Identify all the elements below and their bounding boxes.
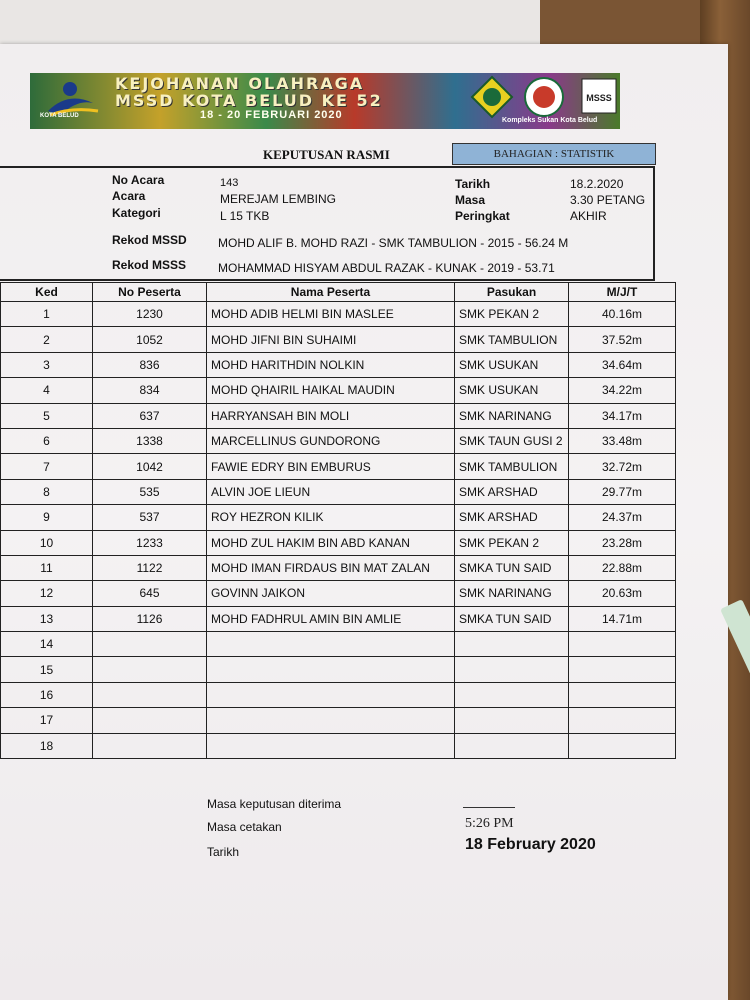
received-time-line	[463, 807, 515, 808]
rekod-mssd-label: Rekod MSSD	[112, 233, 187, 247]
rank-cell: 12	[1, 581, 93, 606]
date-value: 18 February 2020	[465, 836, 596, 853]
participant-no-cell: 1052	[93, 327, 207, 352]
rank-cell: 7	[1, 454, 93, 479]
participant-name-cell	[207, 657, 455, 682]
rank-cell: 9	[1, 505, 93, 530]
result-cell: 22.88m	[569, 555, 676, 580]
result-cell: 23.28m	[569, 530, 676, 555]
participant-no-cell: 1126	[93, 606, 207, 631]
table-row	[1, 708, 676, 733]
participant-no-cell	[93, 657, 207, 682]
participant-no-cell: 1042	[93, 454, 207, 479]
rank-cell: 4	[1, 378, 93, 403]
table-row	[1, 403, 676, 428]
participant-no-cell	[93, 733, 207, 758]
print-time-value: 5:26 PM	[465, 816, 514, 831]
table-row	[1, 682, 676, 707]
acara-label: Acara	[112, 189, 146, 203]
result-cell: 34.17m	[569, 403, 676, 428]
rank-cell: 15	[1, 657, 93, 682]
participant-no-cell	[93, 708, 207, 733]
acara-value: MEREJAM LEMBING	[220, 192, 337, 206]
team-cell	[455, 708, 569, 733]
rank-cell: 14	[1, 632, 93, 657]
masa-label: Masa	[455, 193, 486, 207]
participant-name-cell: HARRYANSAH BIN MOLI	[207, 403, 455, 428]
team-cell	[455, 657, 569, 682]
print-time-label: Masa cetakan	[207, 820, 282, 834]
col-header-no-peserta: No Peserta	[93, 283, 207, 302]
rekod-msss-label: Rekod MSSS	[112, 258, 187, 272]
participant-name-cell: ALVIN JOE LIEUN	[207, 479, 455, 504]
rank-cell: 13	[1, 606, 93, 631]
participant-name-cell: GOVINN JAIKON	[207, 581, 455, 606]
peringkat-label: Peringkat	[455, 209, 510, 223]
team-cell: SMK USUKAN	[455, 378, 569, 403]
banner-dates: 18 - 20 FEBRUARI 2020	[200, 109, 343, 121]
participant-no-cell: 834	[93, 378, 207, 403]
team-cell	[455, 733, 569, 758]
participant-no-cell	[93, 682, 207, 707]
page-title: KEPUTUSAN RASMI	[263, 147, 390, 162]
result-cell: 14.71m	[569, 606, 676, 631]
kategori-label: Kategori	[112, 206, 161, 220]
banner-title	[115, 75, 383, 109]
participant-no-cell: 1122	[93, 555, 207, 580]
table-row	[1, 302, 676, 327]
rank-cell: 1	[1, 302, 93, 327]
table-row	[1, 454, 676, 479]
team-cell: SMK USUKAN	[455, 352, 569, 377]
participant-name-cell: ROY HEZRON KILIK	[207, 505, 455, 530]
participant-name-cell: MOHD FADHRUL AMIN BIN AMLIE	[207, 606, 455, 631]
team-cell: SMK ARSHAD	[455, 479, 569, 504]
participant-name-cell: MOHD QHAIRIL HAIKAL MAUDIN	[207, 378, 455, 403]
col-header-ked: Ked	[1, 283, 93, 302]
result-cell: 24.37m	[569, 505, 676, 530]
event-banner	[30, 73, 620, 129]
emblems-icon	[470, 75, 620, 119]
participant-no-cell: 836	[93, 352, 207, 377]
participant-no-cell: 1233	[93, 530, 207, 555]
received-time-label: Masa keputusan diterima	[207, 797, 342, 811]
date-label: Tarikh	[207, 845, 240, 859]
table-row	[1, 657, 676, 682]
rank-cell: 5	[1, 403, 93, 428]
participant-name-cell	[207, 682, 455, 707]
result-cell	[569, 657, 676, 682]
result-cell: 20.63m	[569, 581, 676, 606]
team-cell: SMK NARINANG	[455, 403, 569, 428]
participant-name-cell	[207, 733, 455, 758]
table-row	[1, 733, 676, 758]
table-row	[1, 581, 676, 606]
participant-name-cell: MARCELLINUS GUNDORONG	[207, 428, 455, 453]
table-row	[1, 632, 676, 657]
section-label: BAHAGIAN : STATISTIK	[452, 143, 656, 165]
result-cell	[569, 733, 676, 758]
logo-caption: KOTA BELUD	[40, 113, 79, 119]
participant-no-cell: 537	[93, 505, 207, 530]
result-cell: 33.48m	[569, 428, 676, 453]
team-cell: SMK TAMBULION	[455, 454, 569, 479]
participant-no-cell: 535	[93, 479, 207, 504]
table-row	[1, 530, 676, 555]
result-cell	[569, 682, 676, 707]
participant-name-cell: MOHD JIFNI BIN SUHAIMI	[207, 327, 455, 352]
team-cell	[455, 632, 569, 657]
rank-cell: 8	[1, 479, 93, 504]
result-cell: 34.64m	[569, 352, 676, 377]
participant-name-cell: MOHD HARITHDIN NOLKIN	[207, 352, 455, 377]
banner-title-line1: KEJOHANAN OLAHRAGA	[115, 74, 365, 93]
table-row	[1, 378, 676, 403]
tarikh-value: 18.2.2020	[570, 177, 624, 191]
participant-no-cell: 1338	[93, 428, 207, 453]
result-cell	[569, 632, 676, 657]
team-cell: SMK TAMBULION	[455, 327, 569, 352]
no-acara-label: No Acara	[112, 173, 165, 187]
team-cell: SMKA TUN SAID	[455, 606, 569, 631]
col-header-mjt: M/J/T	[569, 283, 676, 302]
result-cell: 32.72m	[569, 454, 676, 479]
table-row	[1, 606, 676, 631]
rank-cell: 10	[1, 530, 93, 555]
participant-no-cell: 637	[93, 403, 207, 428]
table-row	[1, 327, 676, 352]
result-cell: 29.77m	[569, 479, 676, 504]
rank-cell: 17	[1, 708, 93, 733]
banner-venue: Kompleks Sukan Kota Belud	[502, 117, 598, 124]
participant-no-cell: 1230	[93, 302, 207, 327]
result-cell: 40.16m	[569, 302, 676, 327]
team-cell: SMK PEKAN 2	[455, 530, 569, 555]
no-acara-value: 143	[220, 177, 239, 189]
table-row	[1, 428, 676, 453]
team-cell: SMK NARINANG	[455, 581, 569, 606]
tarikh-label: Tarikh	[455, 177, 491, 191]
result-cell: 37.52m	[569, 327, 676, 352]
banner-title-line2: MSSD KOTA BELUD KE 52	[115, 91, 383, 110]
participant-name-cell	[207, 708, 455, 733]
team-cell: SMK PEKAN 2	[455, 302, 569, 327]
team-cell: SMKA TUN SAID	[455, 555, 569, 580]
peringkat-value: AKHIR	[570, 209, 607, 223]
rekod-msss-value: MOHAMMAD HISYAM ABDUL RAZAK - KUNAK - 2019 - 53.71	[218, 261, 555, 275]
result-cell: 34.22m	[569, 378, 676, 403]
participant-no-cell: 645	[93, 581, 207, 606]
participant-no-cell	[93, 632, 207, 657]
result-cell	[569, 708, 676, 733]
team-cell	[455, 682, 569, 707]
table-row	[1, 505, 676, 530]
team-cell: SMK TAUN GUSI 2	[455, 428, 569, 453]
results-table	[0, 282, 676, 759]
participant-name-cell: MOHD ZUL HAKIM BIN ABD KANAN	[207, 530, 455, 555]
rank-cell: 6	[1, 428, 93, 453]
rekod-mssd-value: MOHD ALIF B. MOHD RAZI - SMK TAMBULION - 2015 - 56.24 M	[218, 236, 569, 250]
participant-name-cell	[207, 632, 455, 657]
col-header-pasukan: Pasukan	[455, 283, 569, 302]
masa-value: 3.30 PETANG	[570, 193, 646, 207]
table-header-row	[1, 283, 676, 302]
rank-cell: 2	[1, 327, 93, 352]
kategori-value: L 15 TKB	[220, 209, 270, 223]
rank-cell: 11	[1, 555, 93, 580]
col-header-nama-peserta: Nama Peserta	[207, 283, 455, 302]
team-cell: SMK ARSHAD	[455, 505, 569, 530]
msss-badge: MSSS	[586, 93, 612, 103]
table-row	[1, 555, 676, 580]
rank-cell: 18	[1, 733, 93, 758]
participant-name-cell: FAWIE EDRY BIN EMBURUS	[207, 454, 455, 479]
participant-name-cell: MOHD IMAN FIRDAUS BIN MAT ZALAN	[207, 555, 455, 580]
participant-name-cell: MOHD ADIB HELMI BIN MASLEE	[207, 302, 455, 327]
rank-cell: 3	[1, 352, 93, 377]
table-row	[1, 479, 676, 504]
rank-cell: 16	[1, 682, 93, 707]
table-row	[1, 352, 676, 377]
